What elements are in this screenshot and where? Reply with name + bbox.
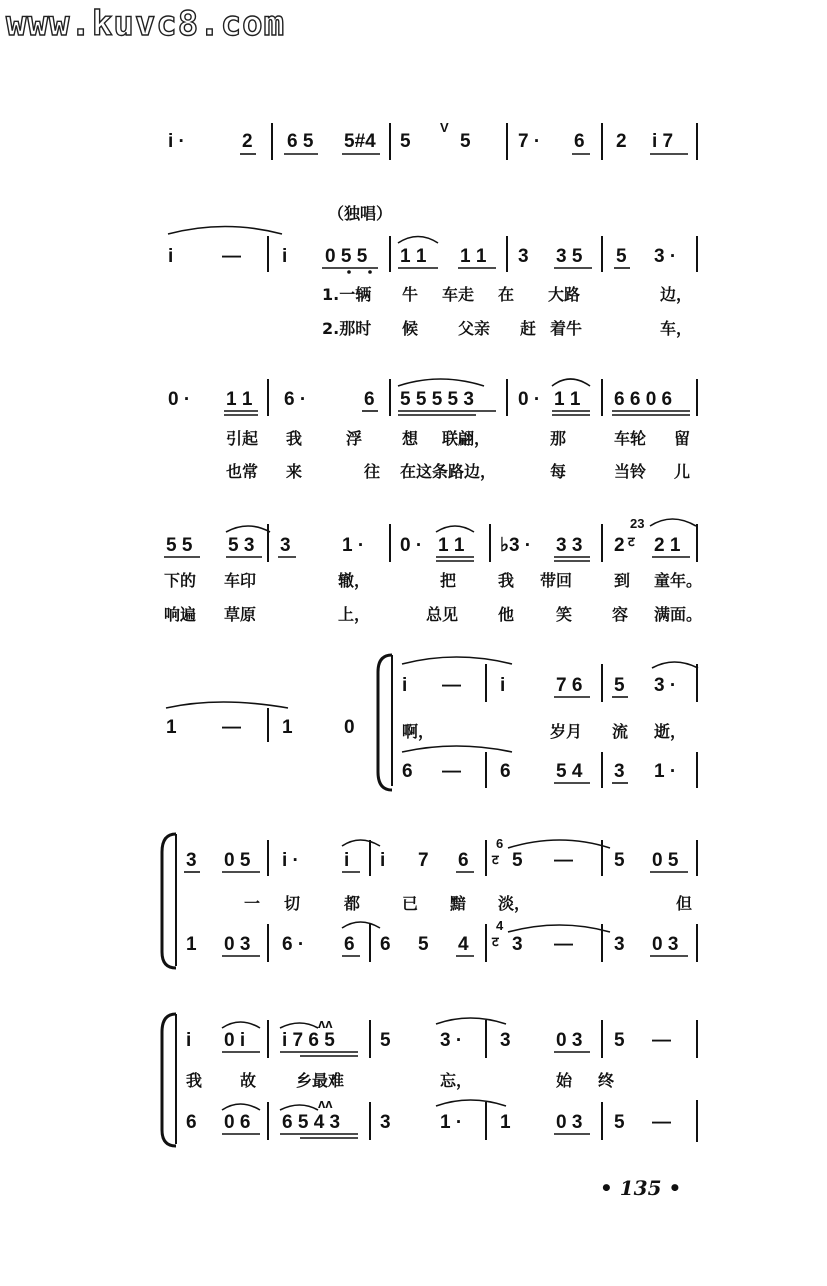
lyric: 那 xyxy=(550,429,567,448)
note: 2 xyxy=(614,535,625,556)
note: 5 5 xyxy=(166,535,193,556)
lyric: 总见 xyxy=(426,605,459,624)
grace-mark: ट xyxy=(492,852,499,867)
lyric: 上， xyxy=(338,605,371,624)
lyric: 联翩， xyxy=(442,429,491,448)
lyric: 着牛 xyxy=(550,319,583,338)
note: 6 xyxy=(458,850,469,871)
note: 0 3 xyxy=(224,934,251,955)
lyric: 车印 xyxy=(224,571,257,590)
lyric: 在 xyxy=(498,285,515,304)
lyric: 候 xyxy=(402,319,419,338)
note: 5 xyxy=(614,850,625,871)
lyric: 2.那时 xyxy=(322,319,372,338)
lyric: 浮 xyxy=(346,429,363,448)
lyric: 但 xyxy=(676,894,693,913)
note: i xyxy=(500,675,506,696)
note: 3 xyxy=(280,535,291,556)
note: 0 5 xyxy=(224,850,251,871)
note: 3 xyxy=(186,850,197,871)
note: 1 · xyxy=(654,761,677,782)
note: 2 xyxy=(616,131,627,152)
lyric: 我 xyxy=(498,571,515,590)
note: 1 xyxy=(282,717,293,738)
lyric: 1.一辆 xyxy=(322,285,372,304)
lyric: 儿 xyxy=(674,462,691,481)
note: 5 xyxy=(614,675,625,696)
note: 6 xyxy=(402,761,413,782)
note: i xyxy=(282,246,288,267)
lyric: 引起 xyxy=(226,429,259,448)
note: 0 xyxy=(344,717,355,738)
lyric: 忘， xyxy=(440,1071,473,1090)
note: 7 6 xyxy=(556,675,583,696)
note: 1 1 xyxy=(400,246,427,267)
note: — xyxy=(652,1112,671,1133)
lyric: 故 xyxy=(240,1071,257,1090)
note: 0 · xyxy=(400,535,423,556)
note: 6 xyxy=(500,761,511,782)
note: 5 xyxy=(512,850,523,871)
note: 3 xyxy=(614,761,625,782)
grace-note: 6 xyxy=(496,836,504,851)
grace-note: 23 xyxy=(630,516,645,531)
lyric: 我 xyxy=(286,429,303,448)
lyric: 边， xyxy=(660,285,693,304)
note: 3 · xyxy=(440,1030,463,1051)
lyric: 逝， xyxy=(654,722,687,741)
note: i xyxy=(186,1030,192,1051)
note: 5 xyxy=(614,1030,625,1051)
note: 1 1 xyxy=(226,389,253,410)
grace-mark: ट xyxy=(628,534,635,549)
note: ♭3 · xyxy=(500,535,532,556)
lyric: 他 xyxy=(498,605,515,624)
note: 1 1 xyxy=(460,246,487,267)
lyric: 把 xyxy=(440,571,457,590)
lyric: 留 xyxy=(674,429,691,448)
mordent-mark: ʌʌ xyxy=(318,1016,333,1031)
note: 6 xyxy=(186,1112,197,1133)
note: 3 5 xyxy=(556,246,583,267)
note: — xyxy=(442,675,461,696)
lyric: 都 xyxy=(344,894,361,913)
note: 1 · xyxy=(342,535,365,556)
score-row-5 xyxy=(166,655,698,790)
note: 0 5 5 xyxy=(325,246,368,267)
note: i · xyxy=(282,850,299,871)
lyric: 牛 xyxy=(402,285,419,304)
note: — xyxy=(222,246,241,267)
note: 1 · xyxy=(440,1112,463,1133)
note: 7 xyxy=(418,850,429,871)
note: 3 3 xyxy=(556,535,583,556)
lyric: 父亲 xyxy=(458,319,491,338)
note: 6 xyxy=(364,389,375,410)
note: 0 · xyxy=(168,389,191,410)
lyric: 啊， xyxy=(402,722,435,741)
lyric: 响遍 xyxy=(164,605,197,624)
page-number: • 135 • xyxy=(600,1176,682,1200)
grace-note: 4 xyxy=(496,918,504,933)
note: 5 3 xyxy=(228,535,255,556)
note: 2 1 xyxy=(654,535,681,556)
note: 3 xyxy=(380,1112,391,1133)
note: 1 xyxy=(166,717,177,738)
note: 0 5 xyxy=(652,850,679,871)
grace-mark: ट xyxy=(492,934,499,949)
lyric: 满面。 xyxy=(654,605,703,624)
note: 3 · xyxy=(654,246,677,267)
lyric: 童年。 xyxy=(654,571,703,590)
note: 5 xyxy=(460,131,471,152)
lyric: 黯 xyxy=(450,894,467,913)
lyric: 带回 xyxy=(540,571,573,590)
note: 3 xyxy=(518,246,529,267)
note: 0 · xyxy=(518,389,541,410)
note: 6 · xyxy=(282,934,305,955)
lyric: 流 xyxy=(612,722,629,741)
note: 5 xyxy=(380,1030,391,1051)
note: 5 xyxy=(400,131,411,152)
note: 3 xyxy=(512,934,523,955)
note: — xyxy=(222,717,241,738)
lyric: 笑 xyxy=(556,605,573,624)
note: i xyxy=(344,850,350,871)
solo-marking: （独唱） xyxy=(328,204,393,223)
note: 6 5 4 3 xyxy=(282,1112,341,1133)
lyric: 来 xyxy=(286,462,303,481)
note: 5 4 xyxy=(556,761,583,782)
note: i xyxy=(402,675,408,696)
note: 5#4 xyxy=(344,131,376,152)
note: 5 xyxy=(418,934,429,955)
lyric: 已 xyxy=(402,894,419,913)
note: 0 i xyxy=(224,1030,246,1051)
note: 6 · xyxy=(284,389,307,410)
note: 3 xyxy=(500,1030,511,1051)
note: 1 1 xyxy=(554,389,581,410)
lyric: 下的 xyxy=(164,571,197,590)
note: — xyxy=(442,761,461,782)
note: i 7 xyxy=(652,131,674,152)
note: 0 3 xyxy=(556,1030,583,1051)
mordent-mark: ʌʌ xyxy=(318,1096,333,1111)
note: — xyxy=(554,934,573,955)
lyric: 一 xyxy=(244,894,261,913)
lyric: 车走 xyxy=(442,285,475,304)
lyric: 每 xyxy=(550,462,567,481)
lyric: 在这条路边， xyxy=(400,462,497,481)
lyric: 到 xyxy=(614,571,631,590)
note: 0 3 xyxy=(556,1112,583,1133)
lyric: 辙， xyxy=(338,571,371,590)
lyric: 也常 xyxy=(226,462,259,481)
note: 6 5 xyxy=(287,131,314,152)
note: 2 xyxy=(242,131,253,152)
lyric: 切 xyxy=(284,894,301,913)
lyric: 草原 xyxy=(224,605,257,624)
note: 6 6 0 6 xyxy=(614,389,673,410)
lyric: 车轮 xyxy=(614,429,647,448)
score-row-2 xyxy=(168,204,697,339)
note: 6 xyxy=(574,131,585,152)
breath-mark: V xyxy=(440,120,449,135)
lyric: 终 xyxy=(598,1071,615,1090)
score-row-7 xyxy=(162,1014,697,1146)
lyric: 始 xyxy=(556,1071,573,1090)
note: 1 1 xyxy=(438,535,465,556)
note: — xyxy=(652,1030,671,1051)
lyric: 当铃 xyxy=(614,462,647,481)
note: 6 xyxy=(344,934,355,955)
note: 6 xyxy=(380,934,391,955)
note: 4 xyxy=(458,934,469,955)
note: 5 xyxy=(614,1112,625,1133)
note: 0 6 xyxy=(224,1112,251,1133)
note: 5 xyxy=(616,246,627,267)
lyric: 我 xyxy=(186,1071,203,1090)
note: i xyxy=(380,850,386,871)
lyric: 淡， xyxy=(498,894,531,913)
note: 0 3 xyxy=(652,934,679,955)
lyric: 乡最难 xyxy=(296,1071,345,1090)
note: 5 5 5 5 3 xyxy=(400,389,474,410)
note: 3 xyxy=(614,934,625,955)
note: 1 xyxy=(186,934,197,955)
note: i xyxy=(168,246,174,267)
score-row-3 xyxy=(168,379,697,482)
note: i 7 6 5 xyxy=(282,1030,335,1051)
lyric: 容 xyxy=(612,605,629,624)
note: 7 · xyxy=(518,131,541,152)
lyric: 大路 xyxy=(548,285,581,304)
lyric: 想 xyxy=(402,429,419,448)
note: 1 xyxy=(500,1112,511,1133)
score-row-6 xyxy=(162,834,697,968)
note: 3 · xyxy=(654,675,677,696)
watermark: www.kuvc8.com xyxy=(6,4,286,44)
note: — xyxy=(554,850,573,871)
lyric: 车， xyxy=(660,319,693,338)
note: i · xyxy=(168,131,185,152)
lyric: 岁月 xyxy=(550,722,583,741)
lyric: 赶 xyxy=(520,319,537,338)
lyric: 往 xyxy=(364,462,381,481)
score-row-4 xyxy=(164,516,702,625)
score-row-1 xyxy=(168,120,697,160)
